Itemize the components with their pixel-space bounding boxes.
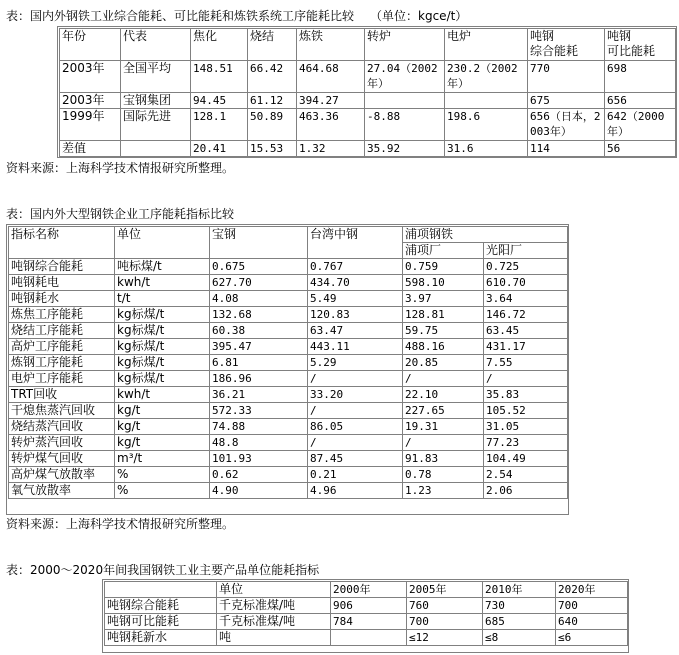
table1-cell: 35.92 xyxy=(365,141,445,157)
table2-row xyxy=(9,307,568,323)
table1-cell: 464.68 xyxy=(297,61,365,93)
table2-cell: 63.45 xyxy=(484,323,568,339)
table1-header-cell: 年份 xyxy=(60,29,121,61)
table2-cell: 91.83 xyxy=(403,451,484,467)
table1-header-row xyxy=(60,29,676,61)
table2-row xyxy=(9,323,568,339)
table2-cell: 吨钢耗电 xyxy=(9,275,115,291)
table2-cell: 36.21 xyxy=(210,387,308,403)
table2-cell: 20.85 xyxy=(403,355,484,371)
table2-row xyxy=(9,435,568,451)
table1-cell: 114 xyxy=(528,141,605,157)
table2-cell: 31.05 xyxy=(484,419,568,435)
table2-cell: kg标煤/t xyxy=(115,323,210,339)
table2-cell: / xyxy=(484,371,568,387)
table3-cell: 685 xyxy=(483,614,556,630)
table3 xyxy=(104,581,628,646)
table1-header-cell: 电炉 xyxy=(445,29,528,61)
table2-cell: 0.21 xyxy=(308,467,403,483)
table2-cell: 烧结工序能耗 xyxy=(9,323,115,339)
table2-cell: 炼焦工序能耗 xyxy=(9,307,115,323)
table1-cell xyxy=(365,93,445,109)
table2-cell: kg标煤/t xyxy=(115,339,210,355)
table2-cell: 63.47 xyxy=(308,323,403,339)
table2-cell: 1.23 xyxy=(403,483,484,499)
table1-cell: 全国平均 xyxy=(121,61,191,93)
table3-cell: 700 xyxy=(556,598,628,614)
table2-cell: 高炉煤气放散率 xyxy=(9,467,115,483)
table1-row xyxy=(60,61,676,93)
table2-row xyxy=(9,467,568,483)
table2-cell: 35.83 xyxy=(484,387,568,403)
table1-cell: 56 xyxy=(605,141,676,157)
table1-cell: 50.89 xyxy=(248,109,297,141)
table2-cell: 2.54 xyxy=(484,467,568,483)
table2-cell: kg/t xyxy=(115,435,210,451)
table3-cell: 吨钢可比能耗 xyxy=(105,614,217,630)
table3-cell: 760 xyxy=(407,598,483,614)
table1-row xyxy=(60,109,676,141)
table2-cell: / xyxy=(403,371,484,387)
table2-source: 资料来源：上海科学技术情报研究所整理。 xyxy=(6,517,235,531)
table2-header-pohang: 浦项厂 xyxy=(403,243,484,259)
table2-cell: 120.83 xyxy=(308,307,403,323)
table3-cell: ≤12 xyxy=(407,630,483,646)
table2-cell: 488.16 xyxy=(403,339,484,355)
table2-cell: 4.90 xyxy=(210,483,308,499)
table2-row xyxy=(9,483,568,499)
table2-cell: 转炉蒸汽回收 xyxy=(9,435,115,451)
table1-cell xyxy=(121,141,191,157)
table2-cell: 431.17 xyxy=(484,339,568,355)
table3-cell: 906 xyxy=(331,598,407,614)
table2-cell: 572.33 xyxy=(210,403,308,419)
table3-cell: 640 xyxy=(556,614,628,630)
table1-cell: 31.6 xyxy=(445,141,528,157)
table2-cell: 烧结蒸汽回收 xyxy=(9,419,115,435)
table3-cell: ≤6 xyxy=(556,630,628,646)
table1-cell: 656（日本，2003年） xyxy=(528,109,605,141)
table2-caption: 表：国内外大型钢铁企业工序能耗指标比较 xyxy=(6,207,235,221)
table1-cell xyxy=(445,93,528,109)
table2-header-csc: 台湾中钢 xyxy=(308,227,403,259)
table1-row xyxy=(60,93,676,109)
table2-cell: 高炉工序能耗 xyxy=(9,339,115,355)
table1-cell: -8.88 xyxy=(365,109,445,141)
table1-header-cell: 烧结 xyxy=(248,29,297,61)
table1-header-cell: 炼铁 xyxy=(297,29,365,61)
table2-cell: kg/t xyxy=(115,403,210,419)
table3-cell: 千克标准煤/吨 xyxy=(217,614,331,630)
table2-header-unit: 单位 xyxy=(115,227,210,259)
table3-row xyxy=(105,630,628,646)
table2-cell: 7.55 xyxy=(484,355,568,371)
table2-row xyxy=(9,403,568,419)
table2-header-baosteel: 宝钢 xyxy=(210,227,308,259)
table2-cell: 77.23 xyxy=(484,435,568,451)
table2-cell: 104.49 xyxy=(484,451,568,467)
table2-cell: 吨钢综合能耗 xyxy=(9,259,115,275)
table2-cell: 105.52 xyxy=(484,403,568,419)
table2-cell: 炼钢工序能耗 xyxy=(9,355,115,371)
table1-cell: 宝钢集团 xyxy=(121,93,191,109)
table3-cell: 784 xyxy=(331,614,407,630)
table2-cell: 146.72 xyxy=(484,307,568,323)
table2-cell: 吨钢耗水 xyxy=(9,291,115,307)
table2-cell: % xyxy=(115,467,210,483)
table1-cell: 128.1 xyxy=(191,109,248,141)
table1-header-cell: 代表 xyxy=(121,29,191,61)
table2-row xyxy=(9,339,568,355)
table3-cell: 吨钢耗新水 xyxy=(105,630,217,646)
table2-cell: 0.759 xyxy=(403,259,484,275)
table2-cell: 0.675 xyxy=(210,259,308,275)
table2-cell: 0.725 xyxy=(484,259,568,275)
table1-cell: 770 xyxy=(528,61,605,93)
table1-cell: 差值 xyxy=(60,141,121,157)
table2-cell: 2.06 xyxy=(484,483,568,499)
table1-cell: 1999年 xyxy=(60,109,121,141)
table2-cell: 电炉工序能耗 xyxy=(9,371,115,387)
table2-cell: 氧气放散率 xyxy=(9,483,115,499)
table3-header-cell: 2000年 xyxy=(331,582,407,598)
table2-cell: 59.75 xyxy=(403,323,484,339)
table3-header-cell: 2005年 xyxy=(407,582,483,598)
table2-cell: kg/t xyxy=(115,419,210,435)
table3-row xyxy=(105,614,628,630)
table1-header-cell: 吨钢 可比能耗 xyxy=(605,29,676,61)
table2-cell: 干熄焦蒸汽回收 xyxy=(9,403,115,419)
table1-row xyxy=(60,141,676,157)
table2-row xyxy=(9,275,568,291)
table1-header-cell: 转炉 xyxy=(365,29,445,61)
table1-cell: 66.42 xyxy=(248,61,297,93)
table2-header-posco: 浦项钢铁 xyxy=(403,227,568,243)
table1-cell: 698 xyxy=(605,61,676,93)
table2-cell: kg标煤/t xyxy=(115,371,210,387)
table2-cell: / xyxy=(308,435,403,451)
table2-cell: 转炉煤气回收 xyxy=(9,451,115,467)
table3-cell: 千克标准煤/吨 xyxy=(217,598,331,614)
table2-cell: kwh/t xyxy=(115,387,210,403)
table2-cell: / xyxy=(308,403,403,419)
table2-row xyxy=(9,371,568,387)
table1-cell: 27.04（2002年） xyxy=(365,61,445,93)
table2-cell: 0.767 xyxy=(308,259,403,275)
table2-cell: 74.88 xyxy=(210,419,308,435)
table2-cell: 19.31 xyxy=(403,419,484,435)
table2 xyxy=(8,226,568,499)
table2-cell: 227.65 xyxy=(403,403,484,419)
table1-source: 资料来源：上海科学技术情报研究所整理。 xyxy=(6,161,235,175)
table2-cell: 610.70 xyxy=(484,275,568,291)
table1-cell: 61.12 xyxy=(248,93,297,109)
table3-cell: 730 xyxy=(483,598,556,614)
table2-cell: 60.38 xyxy=(210,323,308,339)
table3-cell: 吨 xyxy=(217,630,331,646)
table3-header-row xyxy=(105,582,628,598)
table3-cell: ≤8 xyxy=(483,630,556,646)
table2-cell: 443.11 xyxy=(308,339,403,355)
table1-caption: 表：国内外钢铁工业综合能耗、可比能耗和炼铁系统工序能耗比较 （单位：kgce/t） xyxy=(6,9,468,23)
table2-row xyxy=(9,259,568,275)
table2-cell: 132.68 xyxy=(210,307,308,323)
table2-cell: 598.10 xyxy=(403,275,484,291)
table3-cell: 700 xyxy=(407,614,483,630)
table2-cell: m³/t xyxy=(115,451,210,467)
table1 xyxy=(59,28,676,157)
table2-row xyxy=(9,355,568,371)
table2-cell: / xyxy=(308,371,403,387)
table2-cell: 5.49 xyxy=(308,291,403,307)
table2-row xyxy=(9,451,568,467)
table2-cell: / xyxy=(403,435,484,451)
table1-cell: 230.2（2002年） xyxy=(445,61,528,93)
table3-caption: 表：2000～2020年间我国钢铁工业主要产品单位能耗指标 xyxy=(6,563,320,577)
table2-header-row xyxy=(9,227,568,243)
table2-cell: 6.81 xyxy=(210,355,308,371)
table1-cell: 2003年 xyxy=(60,61,121,93)
table1-cell: 148.51 xyxy=(191,61,248,93)
table2-cell: 186.96 xyxy=(210,371,308,387)
table2-cell: 86.05 xyxy=(308,419,403,435)
table2-cell: 48.8 xyxy=(210,435,308,451)
table1-cell: 394.27 xyxy=(297,93,365,109)
table2-cell: 22.10 xyxy=(403,387,484,403)
table2-cell: kwh/t xyxy=(115,275,210,291)
table2-cell: t/t xyxy=(115,291,210,307)
table1-cell: 463.36 xyxy=(297,109,365,141)
table3-header-cell: 单位 xyxy=(217,582,331,598)
table1-cell: 198.6 xyxy=(445,109,528,141)
table2-cell: 434.70 xyxy=(308,275,403,291)
table2-cell: kg标煤/t xyxy=(115,307,210,323)
table2-cell: 5.29 xyxy=(308,355,403,371)
table1-cell: 94.45 xyxy=(191,93,248,109)
table1-cell: 国际先进 xyxy=(121,109,191,141)
table2-row xyxy=(9,387,568,403)
table2-cell: 3.64 xyxy=(484,291,568,307)
table2-cell: 128.81 xyxy=(403,307,484,323)
table3-cell xyxy=(331,630,407,646)
table1-cell: 642（2000年） xyxy=(605,109,676,141)
table3-header-cell xyxy=(105,582,217,598)
table2-cell: 101.93 xyxy=(210,451,308,467)
table3-row xyxy=(105,598,628,614)
table2-cell: 87.45 xyxy=(308,451,403,467)
table2-row xyxy=(9,419,568,435)
table1-header-cell: 焦化 xyxy=(191,29,248,61)
table2-cell: 3.97 xyxy=(403,291,484,307)
table2-cell: % xyxy=(115,483,210,499)
table2-row xyxy=(9,291,568,307)
table1-cell: 656 xyxy=(605,93,676,109)
table1-cell: 20.41 xyxy=(191,141,248,157)
table3-cell: 吨钢综合能耗 xyxy=(105,598,217,614)
table1-cell: 1.32 xyxy=(297,141,365,157)
table2-cell: 0.78 xyxy=(403,467,484,483)
table2-cell: 33.20 xyxy=(308,387,403,403)
table1-cell: 15.53 xyxy=(248,141,297,157)
table1-cell: 675 xyxy=(528,93,605,109)
table2-cell: 4.08 xyxy=(210,291,308,307)
table2-header-gwangyang: 光阳厂 xyxy=(484,243,568,259)
table2-cell: kg标煤/t xyxy=(115,355,210,371)
table2-cell: TRT回收 xyxy=(9,387,115,403)
table2-cell: 0.62 xyxy=(210,467,308,483)
table1-header-cell: 吨钢 综合能耗 xyxy=(528,29,605,61)
table2-cell: 吨标煤/t xyxy=(115,259,210,275)
table2-cell: 4.96 xyxy=(308,483,403,499)
table2-header-indicator: 指标名称 xyxy=(9,227,115,259)
table3-header-cell: 2010年 xyxy=(483,582,556,598)
table2-cell: 395.47 xyxy=(210,339,308,355)
table2-cell: 627.70 xyxy=(210,275,308,291)
table3-header-cell: 2020年 xyxy=(556,582,628,598)
table1-cell: 2003年 xyxy=(60,93,121,109)
